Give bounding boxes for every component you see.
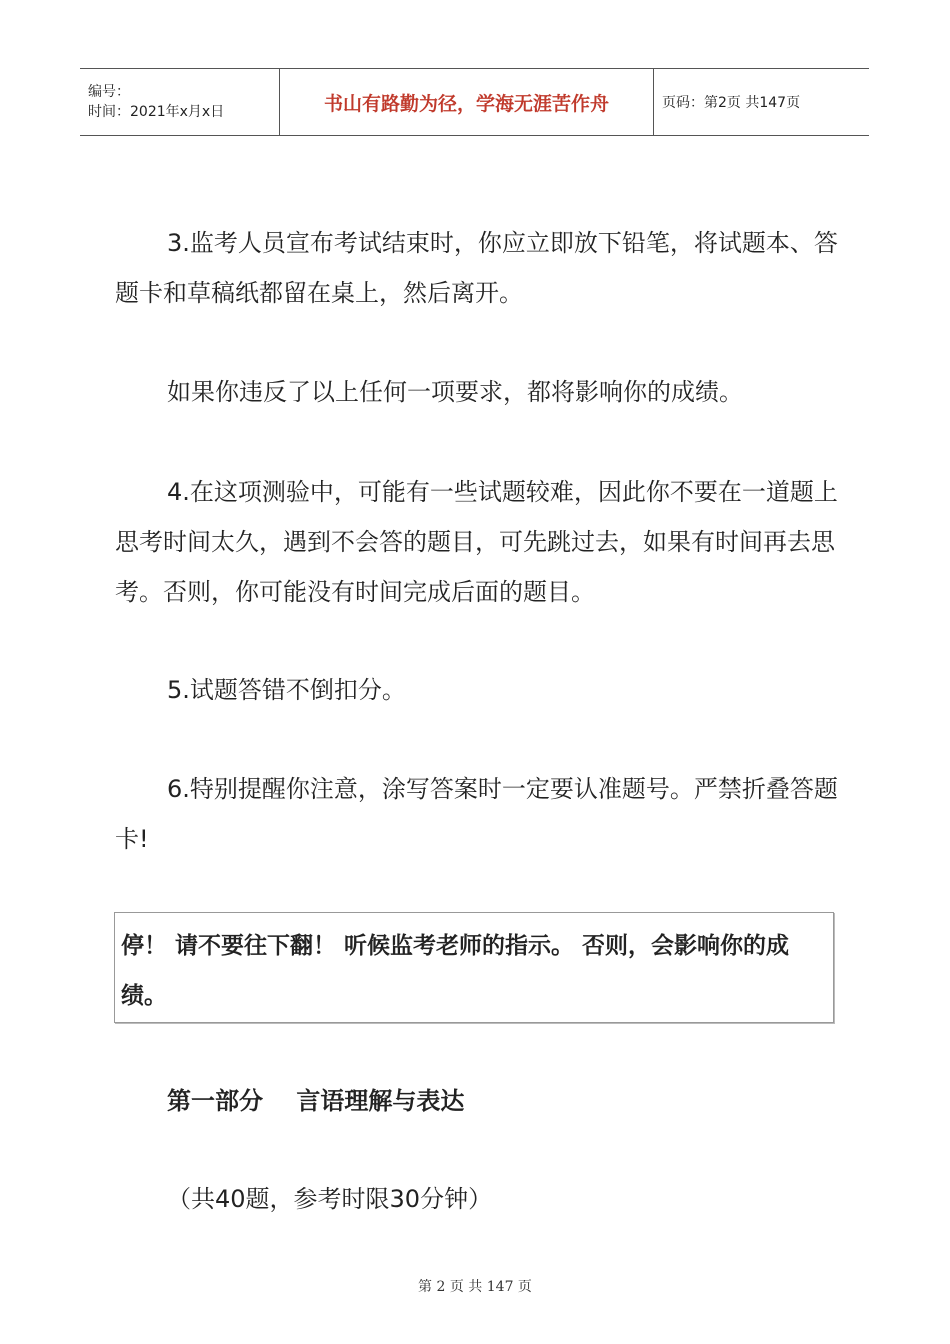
- header-meta: [80, 69, 280, 135]
- page-header: [80, 68, 869, 136]
- stop-notice-box: [114, 912, 834, 1023]
- instruction-3: 3.监考人员宣布考试结束时，你应立即放下铅笔，将试题本、答题卡和草稿纸都留在桌上，然后离开。: [115, 229, 838, 307]
- page-footer: 第 2 页 共 147 页: [418, 1279, 532, 1295]
- instruction-6: 6.特别提醒你注意，涂写答案时一定要认准题号。严禁折叠答题卡!: [115, 775, 838, 853]
- date-label: 时间：2021年x月x日: [88, 104, 225, 120]
- header-page-info: 页码：第2页 共147页: [662, 95, 801, 111]
- warning-text: 如果你违反了以上任何一项要求，都将影响你的成绩。: [167, 378, 743, 406]
- header-motto: 书山有路勤为径，学海无涯苦作舟: [280, 69, 654, 135]
- instruction-5: 5.试题答错不倒扣分。: [167, 676, 406, 704]
- stop-notice-text: 停！ 请不要往下翻！ 听候监考老师的指示。 否则，会影响你的成绩。: [121, 933, 790, 1009]
- section-title: 第一部分 言语理解与表达: [167, 1087, 465, 1115]
- instruction-4: 4.在这项测验中，可能有一些试题较难，因此你不要在一道题上思考时间太久，遇到不会答的题目，可先跳过去，如果有时间再去思考。否则，你可能没有时间完成后面的题目。: [115, 478, 838, 606]
- number-label: 编号：: [88, 84, 130, 100]
- section-subtitle: （共40题，参考时限30分钟）: [167, 1185, 493, 1213]
